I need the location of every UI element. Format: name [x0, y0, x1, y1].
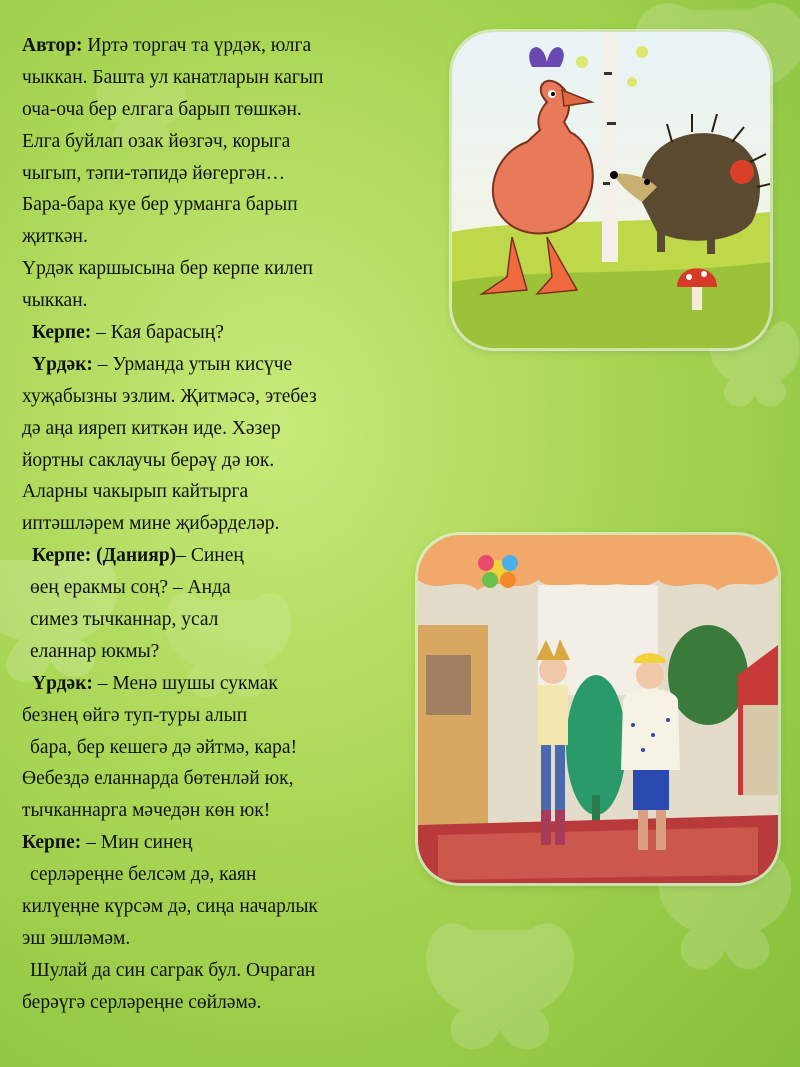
text-line: еланнар юкмы? [30, 640, 160, 662]
speaker-label: Керпе: [22, 832, 82, 854]
line-text: – Урманда утын кисүче [92, 353, 293, 375]
text-line: серләреңне белсәм дә, каян [30, 864, 257, 886]
text-line [22, 540, 442, 572]
text-line [22, 30, 442, 62]
line-text: – Мин синең [81, 832, 193, 854]
line-text: Иртә торгач та үрдәк, юлга [82, 35, 312, 56]
text-line: Шулай да син саграк бул. Очраган [30, 959, 316, 981]
line-text: – Кая барасың? [91, 322, 224, 344]
text-line: килүеңне күрсәм дә, сиңа начарлык [22, 896, 318, 918]
text-line: безнең өйгә туп-туры алып [22, 704, 248, 726]
text-line: дә аңа ияреп киткән иде. Хәзер [22, 417, 281, 439]
line-text: – Менә шушы сукмак [92, 672, 278, 694]
text-line [22, 668, 442, 700]
children-play-picture [418, 535, 778, 883]
text-line: оча-оча бер елгага барып төшкән. [22, 98, 302, 120]
text-line: җиткән. [22, 226, 88, 248]
text-line: тычканнарга мәчедән көн юк! [22, 800, 271, 822]
text-line: Бара-бара куе бер урманга барып [22, 194, 298, 216]
text-line: чыккан. [22, 290, 88, 312]
photo-children-play [418, 535, 778, 883]
text-line: хуҗабызны эзлим. Җитмәсә, этебез [22, 385, 317, 407]
text-line: йортны саклаучы берәү дә юк. [22, 449, 275, 471]
text-line: чыккан. Башта ул канатларын кагып [22, 66, 324, 88]
text-line: бара, бер кешегә дә әйтмә, кара! [30, 736, 298, 758]
speaker-label: Керпе: (Данияр) [32, 545, 177, 567]
speaker-label: Керпе: [32, 322, 92, 344]
text-line: симез тычканнар, усал [30, 609, 219, 631]
text-line: чыгып, тәпи-тәпидә йөгергән… [22, 162, 286, 184]
text-line: Үрдәк каршысына бер керпе килеп [22, 258, 313, 280]
text-line: өең еракмы соң? – Анда [30, 577, 231, 599]
story-text [22, 30, 442, 1019]
speaker-label: Автор: [22, 35, 83, 56]
text-line [22, 349, 442, 381]
duck-hedgehog-picture [452, 32, 770, 348]
speaker-label: Үрдәк: [32, 672, 93, 694]
text-line: берәүгә серләреңне сөйләмә. [22, 991, 262, 1013]
text-line: эш эшләмәм. [22, 927, 131, 949]
text-line: Елга буйлап озак йөзгәч, корыга [22, 130, 291, 152]
text-line [22, 827, 442, 859]
text-line: Аларны чакырып кайтырга [22, 481, 249, 503]
illustration-duck-hedgehog [452, 32, 770, 348]
text-line: Өебездә еланнарда бөтенләй юк, [22, 768, 294, 790]
text-line [22, 317, 442, 349]
text-line: иптәшләрем мине җибәрделәр. [22, 513, 280, 535]
speaker-label: Үрдәк: [32, 353, 93, 375]
line-text: – Синең [176, 545, 244, 567]
